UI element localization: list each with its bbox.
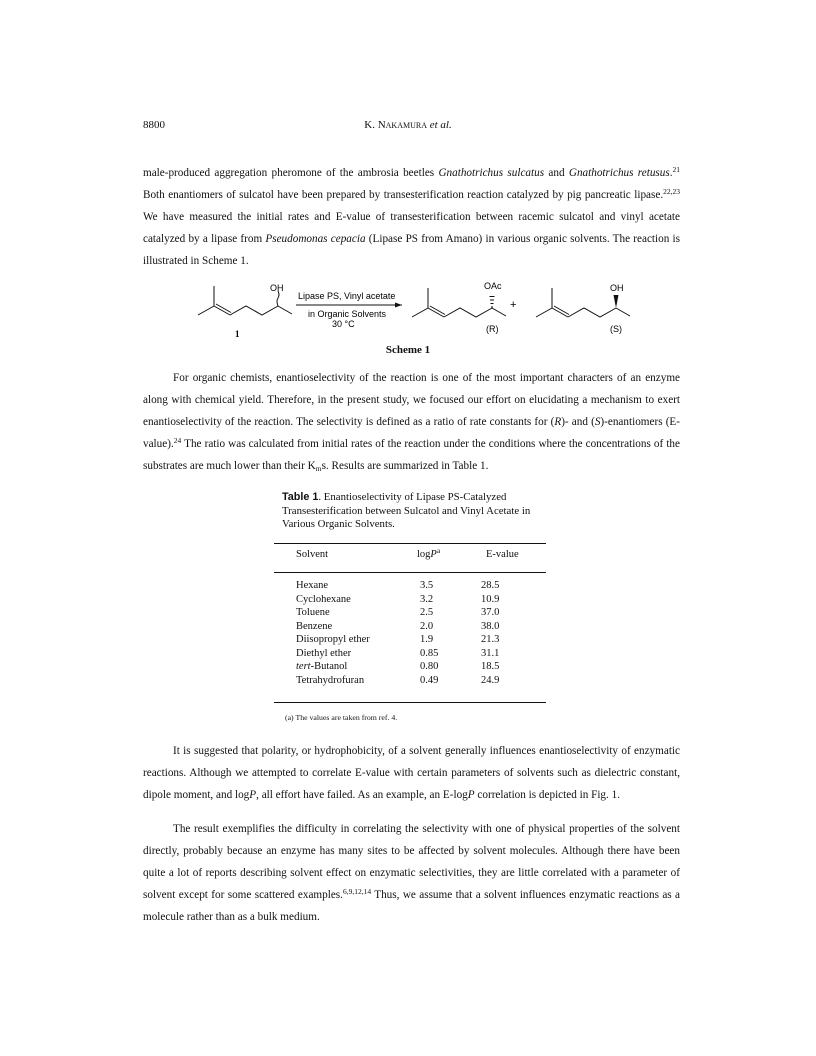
running-author: K. Nakamura	[364, 119, 427, 131]
table-row	[274, 620, 546, 634]
table-caption	[282, 491, 552, 532]
paragraph-1	[143, 162, 680, 272]
cell-solvent: Tetrahydrofuran	[296, 674, 365, 686]
species-name: Gnathotrichus sulcatus	[438, 167, 545, 179]
table-label: Table 1	[282, 491, 319, 503]
hydroxyl-group: OH	[270, 283, 284, 293]
wedge-bond	[614, 295, 619, 308]
cell-solvent: Benzene	[296, 620, 333, 632]
hydroxyl-group: OH	[610, 283, 624, 293]
cell-logp: 0.49	[420, 674, 439, 686]
cell-evalue: 37.0	[481, 607, 500, 618]
species-name: Gnathotrichus retusus	[568, 167, 670, 179]
product-r-label: (R)	[486, 324, 499, 334]
text: )-enantiomers (E-value).	[143, 416, 680, 450]
plus-sign: +	[510, 299, 517, 311]
citation: 6,9,12,14	[342, 887, 372, 896]
cell-solvent: Diisopropyl ether	[296, 634, 370, 645]
citation: 21	[672, 165, 681, 174]
cell-logp: 2.5	[420, 607, 434, 618]
paragraph-4	[143, 818, 680, 928]
cell-solvent	[296, 660, 347, 674]
running-head	[0, 119, 816, 131]
table-row	[274, 647, 546, 661]
cell-evalue: 24.9	[481, 674, 500, 686]
cell-solvent: Diethyl ether	[296, 647, 352, 659]
table-footnote: (a) The values are taken from ref. 4.	[285, 713, 398, 722]
text: correlation is depicted in Fig. 1.	[474, 789, 621, 801]
cell-evalue: 18.5	[481, 661, 500, 672]
cell-solvent: Cyclohexane	[296, 593, 351, 605]
text: Thus, we assume that a solvent influences enzymatic reactions as a molecule rather than as a bulk medium.	[143, 889, 680, 923]
cell-logp: 2.0	[420, 620, 434, 632]
paragraph-2	[143, 367, 680, 477]
cell-evalue: 31.1	[481, 647, 500, 659]
scheme-label: Scheme 1	[385, 344, 431, 356]
cell-logp: 3.2	[420, 593, 434, 605]
italic-p: P	[467, 789, 475, 801]
cell-solvent: Toluene	[296, 607, 330, 618]
stereo-descriptor: S	[594, 416, 601, 428]
cell-logp: 3.5	[420, 580, 434, 591]
table-row	[274, 579, 546, 593]
text: s. Results are summarized in Table 1.	[321, 460, 489, 472]
table-body	[274, 579, 546, 687]
solvent-text: -Butanol	[310, 661, 348, 672]
cell-logp: 0.80	[420, 661, 439, 672]
text: The result exemplifies the difficulty in correlating the selectivity with one of physical properties of the solvent directly, probably because an enzyme has many sites to be affected by solvent molecules. Although there have been quite a lot of reports describing solvent effect on enzymatic selectivities, they are little correlated with a parameter of solvent except for some scattered examples.	[143, 823, 680, 901]
table-top-rule	[274, 543, 546, 544]
condition-label: in Organic Solvents	[308, 309, 387, 319]
table-row	[274, 660, 546, 674]
cell-evalue: 10.9	[481, 593, 500, 605]
compound-label: 1	[235, 329, 240, 339]
reagent-label: Lipase PS, Vinyl acetate	[298, 291, 396, 301]
species-name: Pseudomonas cepacia	[265, 233, 366, 245]
cell-logp: 1.9	[420, 634, 434, 645]
citation: 24	[173, 436, 182, 445]
caption-text: . Enantioselectivity of Lipase PS-Catalyzed Transesterification between Sulcatol and Vinyl Acetate in Various Organic Solvents.	[282, 491, 531, 530]
header-evalue: E-value	[486, 549, 519, 560]
temperature-label: 30 °C	[332, 319, 355, 329]
text: Both enantiomers of sulcatol have been prepared by transesterification reaction catalyzed by pig pancreatic lipase.	[143, 189, 664, 201]
cell-evalue: 38.0	[481, 620, 500, 632]
header-logp	[417, 546, 441, 560]
running-etal: et al.	[429, 119, 452, 131]
table-row	[274, 606, 546, 620]
text: For organic chemists, enantioselectivity of the reaction is one of the most important characters of an enzyme along with chemical yield. Therefore, in the present study, we focused our effort on elucidating a mechanism to exert enantioselectivity of the reaction. The selectivity is defined as a ratio of rate constants for (	[143, 372, 680, 428]
text: , all effort have failed. As an example, an E-log	[256, 789, 468, 801]
table-row	[274, 674, 546, 688]
text: and	[544, 167, 569, 179]
hashed-bond	[490, 297, 495, 308]
table-bottom-rule	[274, 702, 546, 703]
arrow-head	[395, 303, 402, 308]
subscript: m	[315, 464, 322, 473]
cell-solvent: Hexane	[296, 580, 329, 591]
cell-logp: 0.85	[420, 647, 439, 659]
text: (Lipase PS from Amano) in various organic solvents. The reaction is illustrated in Scheme 1.	[143, 233, 681, 267]
text: It is suggested that polarity, or hydrophobicity, of a solvent generally influences enantioselectivity of enzymatic reactions. Although we attempted to correlate E-value with certain parameters of solvents such as dielectric constant, dipole moment, and log	[143, 745, 680, 801]
text: .	[669, 167, 673, 179]
footnote-mark: a	[436, 546, 441, 555]
reaction-scheme	[190, 278, 650, 340]
product-s-label: (S)	[610, 324, 622, 334]
table-header-rule	[274, 572, 546, 573]
paragraph-3	[143, 740, 680, 806]
logp-italic: P	[430, 549, 437, 560]
text: male-produced aggregation pheromone of the ambrosia beetles	[143, 167, 439, 179]
cell-evalue: 28.5	[481, 580, 500, 591]
table-row	[274, 593, 546, 607]
text: )- and (	[561, 416, 595, 428]
page-number: 8800	[143, 119, 165, 131]
table-row	[274, 633, 546, 647]
header-solvent: Solvent	[296, 549, 329, 560]
cell-evalue: 21.3	[481, 634, 500, 645]
acetate-structure	[412, 288, 506, 317]
acetate-group: OAc	[484, 281, 502, 291]
text: We have measured the initial rates and E-value of transesterification between racemic sulcatol and vinyl acetate catalyzed by a lipase from	[143, 211, 680, 245]
text: The ratio was calculated from initial rates of the reaction under the conditions where the concentrations of the substrates are much lower than their K	[143, 438, 680, 472]
logp-text: log	[417, 549, 431, 560]
stereo-descriptor: R	[554, 416, 562, 428]
italic-prefix: tert	[296, 661, 311, 672]
citation: 22,23	[663, 187, 680, 196]
italic-p: P	[249, 789, 257, 801]
